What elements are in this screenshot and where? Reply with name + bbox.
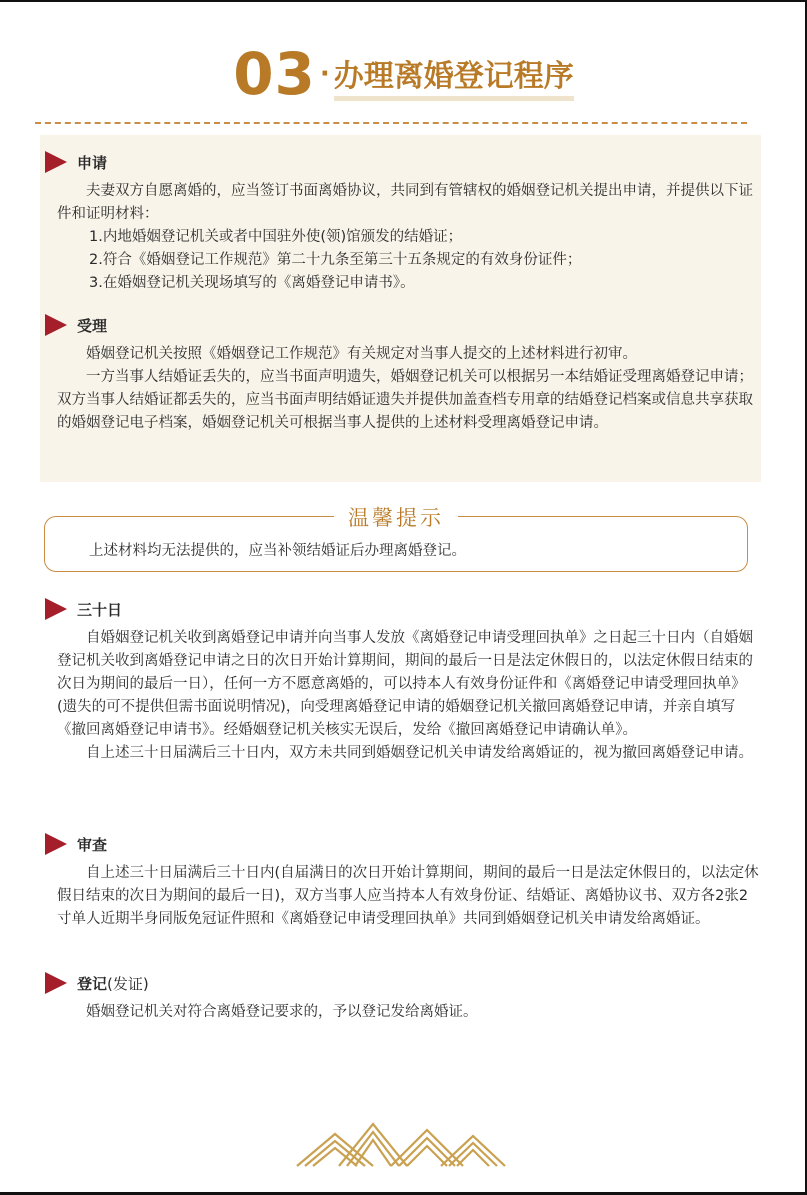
red-triangle-icon: [45, 151, 67, 173]
section-register: [45, 972, 760, 1024]
section-header: [45, 972, 760, 994]
list-item: 1.内地婚姻登记机关或者中国驻外使(领)馆颁发的结婚证；: [89, 229, 463, 245]
section-header: [45, 598, 760, 620]
list-item: 3.在婚姻登记机关现场填写的《离婚登记申请书》。: [89, 275, 415, 291]
page-border-top: [0, 0, 807, 2]
section-title: 登记: [77, 974, 108, 993]
section-title: 审查: [77, 835, 108, 854]
section-thirty-days: [45, 598, 760, 765]
section-header: [45, 833, 760, 855]
section-review: [45, 833, 760, 931]
section-paragraph: 自婚姻登记机关收到离婚登记申请并向当事人发放《离婚登记申请受理回执单》之日起三十日内（自婚姻登记机关收到离婚登记申请之日的次日开始计算期间，期间的最后一日是法定休假日的，以法定休假日结束的次日为期间的最后一日），任何一方不愿意离婚的，可以持本人有效身份证件和《离婚登记申请受理回执单》(遗失的可不提供但需书面说明情况)，向受理离婚登记申请的婚姻登记机关撤回离婚登记申请，并亲自填写 《撤回离婚登记申请书》。经婚姻登记机关核实无误后，发给《撤回离婚登记申请确认单》。: [57, 630, 753, 738]
list-item: 2.符合《婚姻登记工作规范》第二十九条至第三十五条规定的有效身份证件；: [89, 252, 582, 268]
red-triangle-icon: [45, 972, 67, 994]
section-title: 受理: [77, 316, 108, 335]
page-title: [0, 40, 807, 108]
red-triangle-icon: [45, 833, 67, 855]
tip-text: 上述材料均无法提供的，应当补领结婚证后办理离婚登记。: [89, 543, 466, 559]
tip-title: 温馨提示: [334, 502, 458, 532]
section-paragraph: 一方当事人结婚证丢失的，应当书面声明遗失，婚姻登记机关可以根据另一本结婚证受理离婚登记申请；双方当事人结婚证都丢失的，应当书面声明结婚证遗失并提供加盖查档专用章的结婚登记档案或信息共享获取的婚姻登记电子档案，婚姻登记机关可根据当事人提供的上述材料受理离婚登记申请。: [57, 369, 753, 431]
section-header: [45, 314, 760, 336]
red-triangle-icon: [45, 314, 67, 336]
title-text: 办理离婚登记程序: [334, 51, 574, 97]
section-paragraph: 婚姻登记机关对符合离婚登记要求的，予以登记发给离婚证。: [86, 1004, 478, 1020]
section-paragraph: 婚姻登记机关按照《婚姻登记工作规范》有关规定对当事人提交的上述材料进行初审。: [86, 346, 637, 362]
section-paragraph: 夫妻双方自愿离婚的，应当签订书面离婚协议，共同到有管辖权的婚姻登记机关提出申请，并提供以下证件和证明材料：: [57, 183, 753, 222]
title-divider: [35, 122, 747, 124]
section-header: [45, 151, 760, 173]
red-triangle-icon: [45, 598, 67, 620]
mountain-pattern-icon: [295, 1120, 510, 1168]
section-paragraph: 自上述三十日届满后三十日内，双方未共同到婚姻登记机关申请发给离婚证的，视为撤回离婚登记申请。: [86, 745, 753, 761]
section-number: 03: [233, 40, 316, 108]
tip-box: [44, 506, 748, 572]
section-accept: [45, 314, 760, 435]
section-title-note: (发证): [107, 974, 149, 993]
section-paragraph: 自上述三十日届满后三十日内(自届满日的次日开始计算期间，期间的最后一日是法定休假日的，以法定休假日结束的次日为期间的最后一日)，双方当事人应当持本人有效身份证、结婚证、离婚协议书、双方各2张2寸单人近期半身同版免冠证件照和《离婚登记申请受理回执单》共同到婚姻登记机关申请发给离婚证。: [57, 865, 759, 927]
section-title: 申请: [77, 153, 108, 172]
section-title: 三十日: [77, 600, 123, 619]
title-separator: ·: [319, 59, 330, 89]
section-apply: [45, 151, 760, 295]
